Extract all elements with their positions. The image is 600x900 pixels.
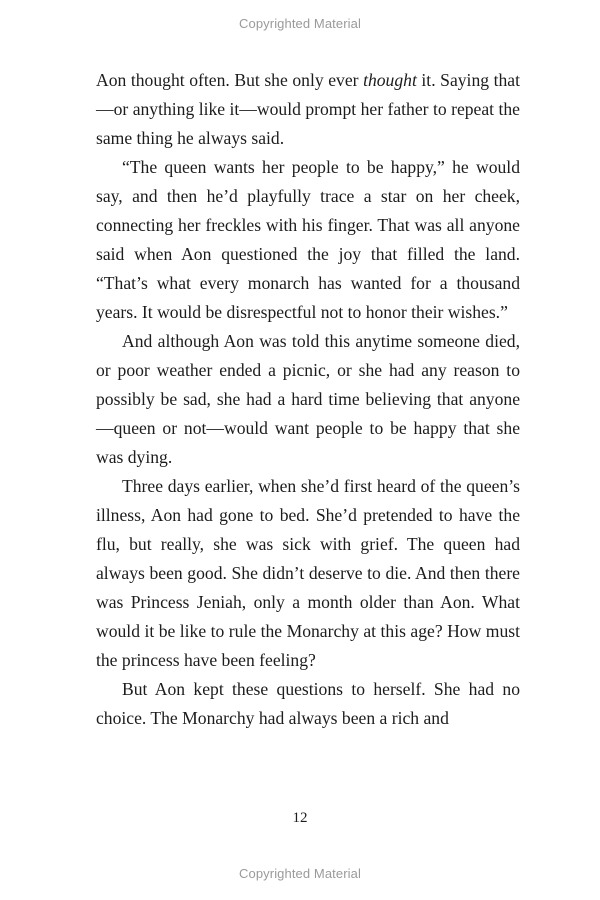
paragraph-1 bbox=[96, 66, 520, 153]
paragraph-2: “The queen wants her people to be happy,” he would say, and then he’d playfully trace a star on her cheek, connecting her freckles with his finger. That was all anyone said when Aon questioned the joy that filled the land. “That’s what every monarch has wanted for a thousand years. It would be disrespectful not to honor their wishes.” bbox=[96, 157, 520, 322]
paragraph-4: Three days earlier, when she’d first heard of the queen’s illness, Aon had gone to bed. She’d pretended to have the flu, but really, she was sick with grief. The queen had always been good. She didn’t deserve to die. And then there was Princess Jeniah, only a month older than Aon. What would it be like to rule the Monarchy at this age? How must the princess have been feeling? bbox=[96, 476, 520, 670]
copyright-watermark-bottom: Copyrighted Material bbox=[239, 866, 361, 881]
body-text bbox=[96, 66, 520, 733]
copyright-watermark-top: Copyrighted Material bbox=[239, 16, 361, 31]
paragraph-1-emphasis: thought bbox=[363, 70, 417, 90]
paragraph-1-start: Aon thought often. But she only ever bbox=[96, 70, 364, 90]
paragraph-5: But Aon kept these questions to herself. She had no choice. The Monarchy had always been a rich and bbox=[96, 679, 520, 728]
page-number: 12 bbox=[292, 810, 308, 826]
paragraph-1-end: it. Saying that—or anything like it—would prompt her father to repeat the same thing he always said. bbox=[96, 70, 521, 148]
paragraph-3: And although Aon was told this anytime someone died, or poor weather ended a picnic, or she had any reason to possibly be sad, she had a hard time believing that anyone—queen or not—would want people to be happy that she was dying. bbox=[96, 331, 520, 467]
